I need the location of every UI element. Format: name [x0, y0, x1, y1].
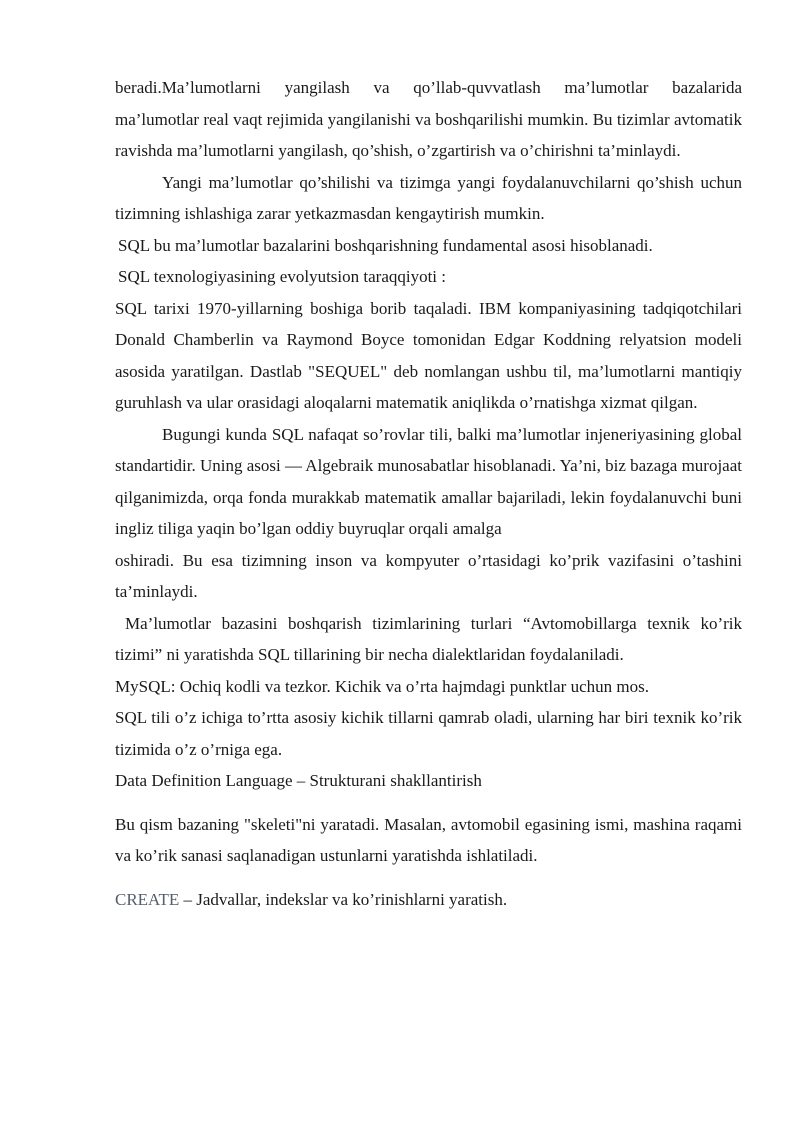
paragraph: SQL bu ma’lumotlar bazalarini boshqarishning fundamental asosi hisoblanadi.: [118, 235, 653, 255]
paragraph-text: – Jadvallar, indekslar va ko’rinishlarni yaratish.: [179, 889, 508, 909]
paragraph: oshiradi. Bu esa tizimning inson va kompyuter o’rtasidagi ko’prik vazifasini o’tashini ta’minlaydi.: [115, 550, 742, 601]
paragraph: SQL tarixi 1970-yillarning boshiga borib taqaladi. IBM kompaniyasining tadqiqotchilari Donald Chamberlin va Raymond Boyce tomonidan Edgar Koddning relyatsion modeli asosida yaratilgan. Dastlab "SEQUEL" deb nomlangan ushbu til, ma’lumotlarni mantiqiy guruhlash va ular orasidagi aloqalarni matematik aniqlikda o’rnatishga xizmat qilgan.: [115, 298, 742, 412]
paragraph: MySQL: Ochiq kodli va tezkor. Kichik va o’rta hajmdagi punktlar uchun mos.: [115, 676, 649, 696]
paragraph: ma’lumotlar real vaqt rejimida yangilanishi va boshqarilishi mumkin. Bu tizimlar avtomatik ravishda ma’lumotlarni yangilash, qo’shish, o’zgartirish va o’chirishni ta’minlaydi.: [115, 109, 742, 160]
paragraph-line: beradi.Ma’lumotlarni yangilash va qo’llab-quvvatlash ma’lumotlar bazalarida: [115, 78, 742, 97]
paragraph: Ma’lumotlar bazasini boshqarish tizimlarining turlari “Avtomobillarga texnik ko’rik tizimi” ni yaratishda SQL tillarining bir necha dialektlaridan foydalaniladi.: [115, 613, 742, 664]
paragraph: Yangi ma’lumotlar qo’shilishi va tizimga yangi foydalanuvchilarni qo’shish uchun tizimning ishlashiga zarar yetkazmasdan kengaytirish mumkin.: [115, 172, 742, 223]
document-page: [115, 72, 742, 915]
paragraph: SQL texnologiyasining evolyutsion taraqqiyoti :: [118, 267, 447, 286]
paragraph: [115, 884, 742, 916]
paragraph: SQL tili o’z ichiga to’rtta asosiy kichik tillarni qamrab oladi, ularning har biri texnik ko’rik tizimida o’z o’rniga ega.: [115, 708, 742, 759]
paragraph: Bu qism bazaning "skeleti"ni yaratadi. Masalan, avtomobil egasining ismi, mashina raqami va ko’rik sanasi saqlanadigan ustunlarni yaratishda ishlatiladi.: [115, 814, 742, 865]
section-heading: Data Definition Language – Strukturani shakllantirish: [115, 771, 482, 790]
paragraph: Bugungi kunda SQL nafaqat so’rovlar tili, balki ma’lumotlar injeneriyasining global standartidir. Uning asosi — Algebraik munosabatlar hisoblanadi. Ya’ni, biz bazaga murojaat qilganimizda, orqa fonda murakkab matematik amallar bajariladi, lekin foydalanuvchi buni ingliz tiliga yaqin bo’lgan oddiy buyruqlar orqali amalga: [115, 424, 742, 538]
sql-keyword: CREATE: [115, 889, 180, 909]
